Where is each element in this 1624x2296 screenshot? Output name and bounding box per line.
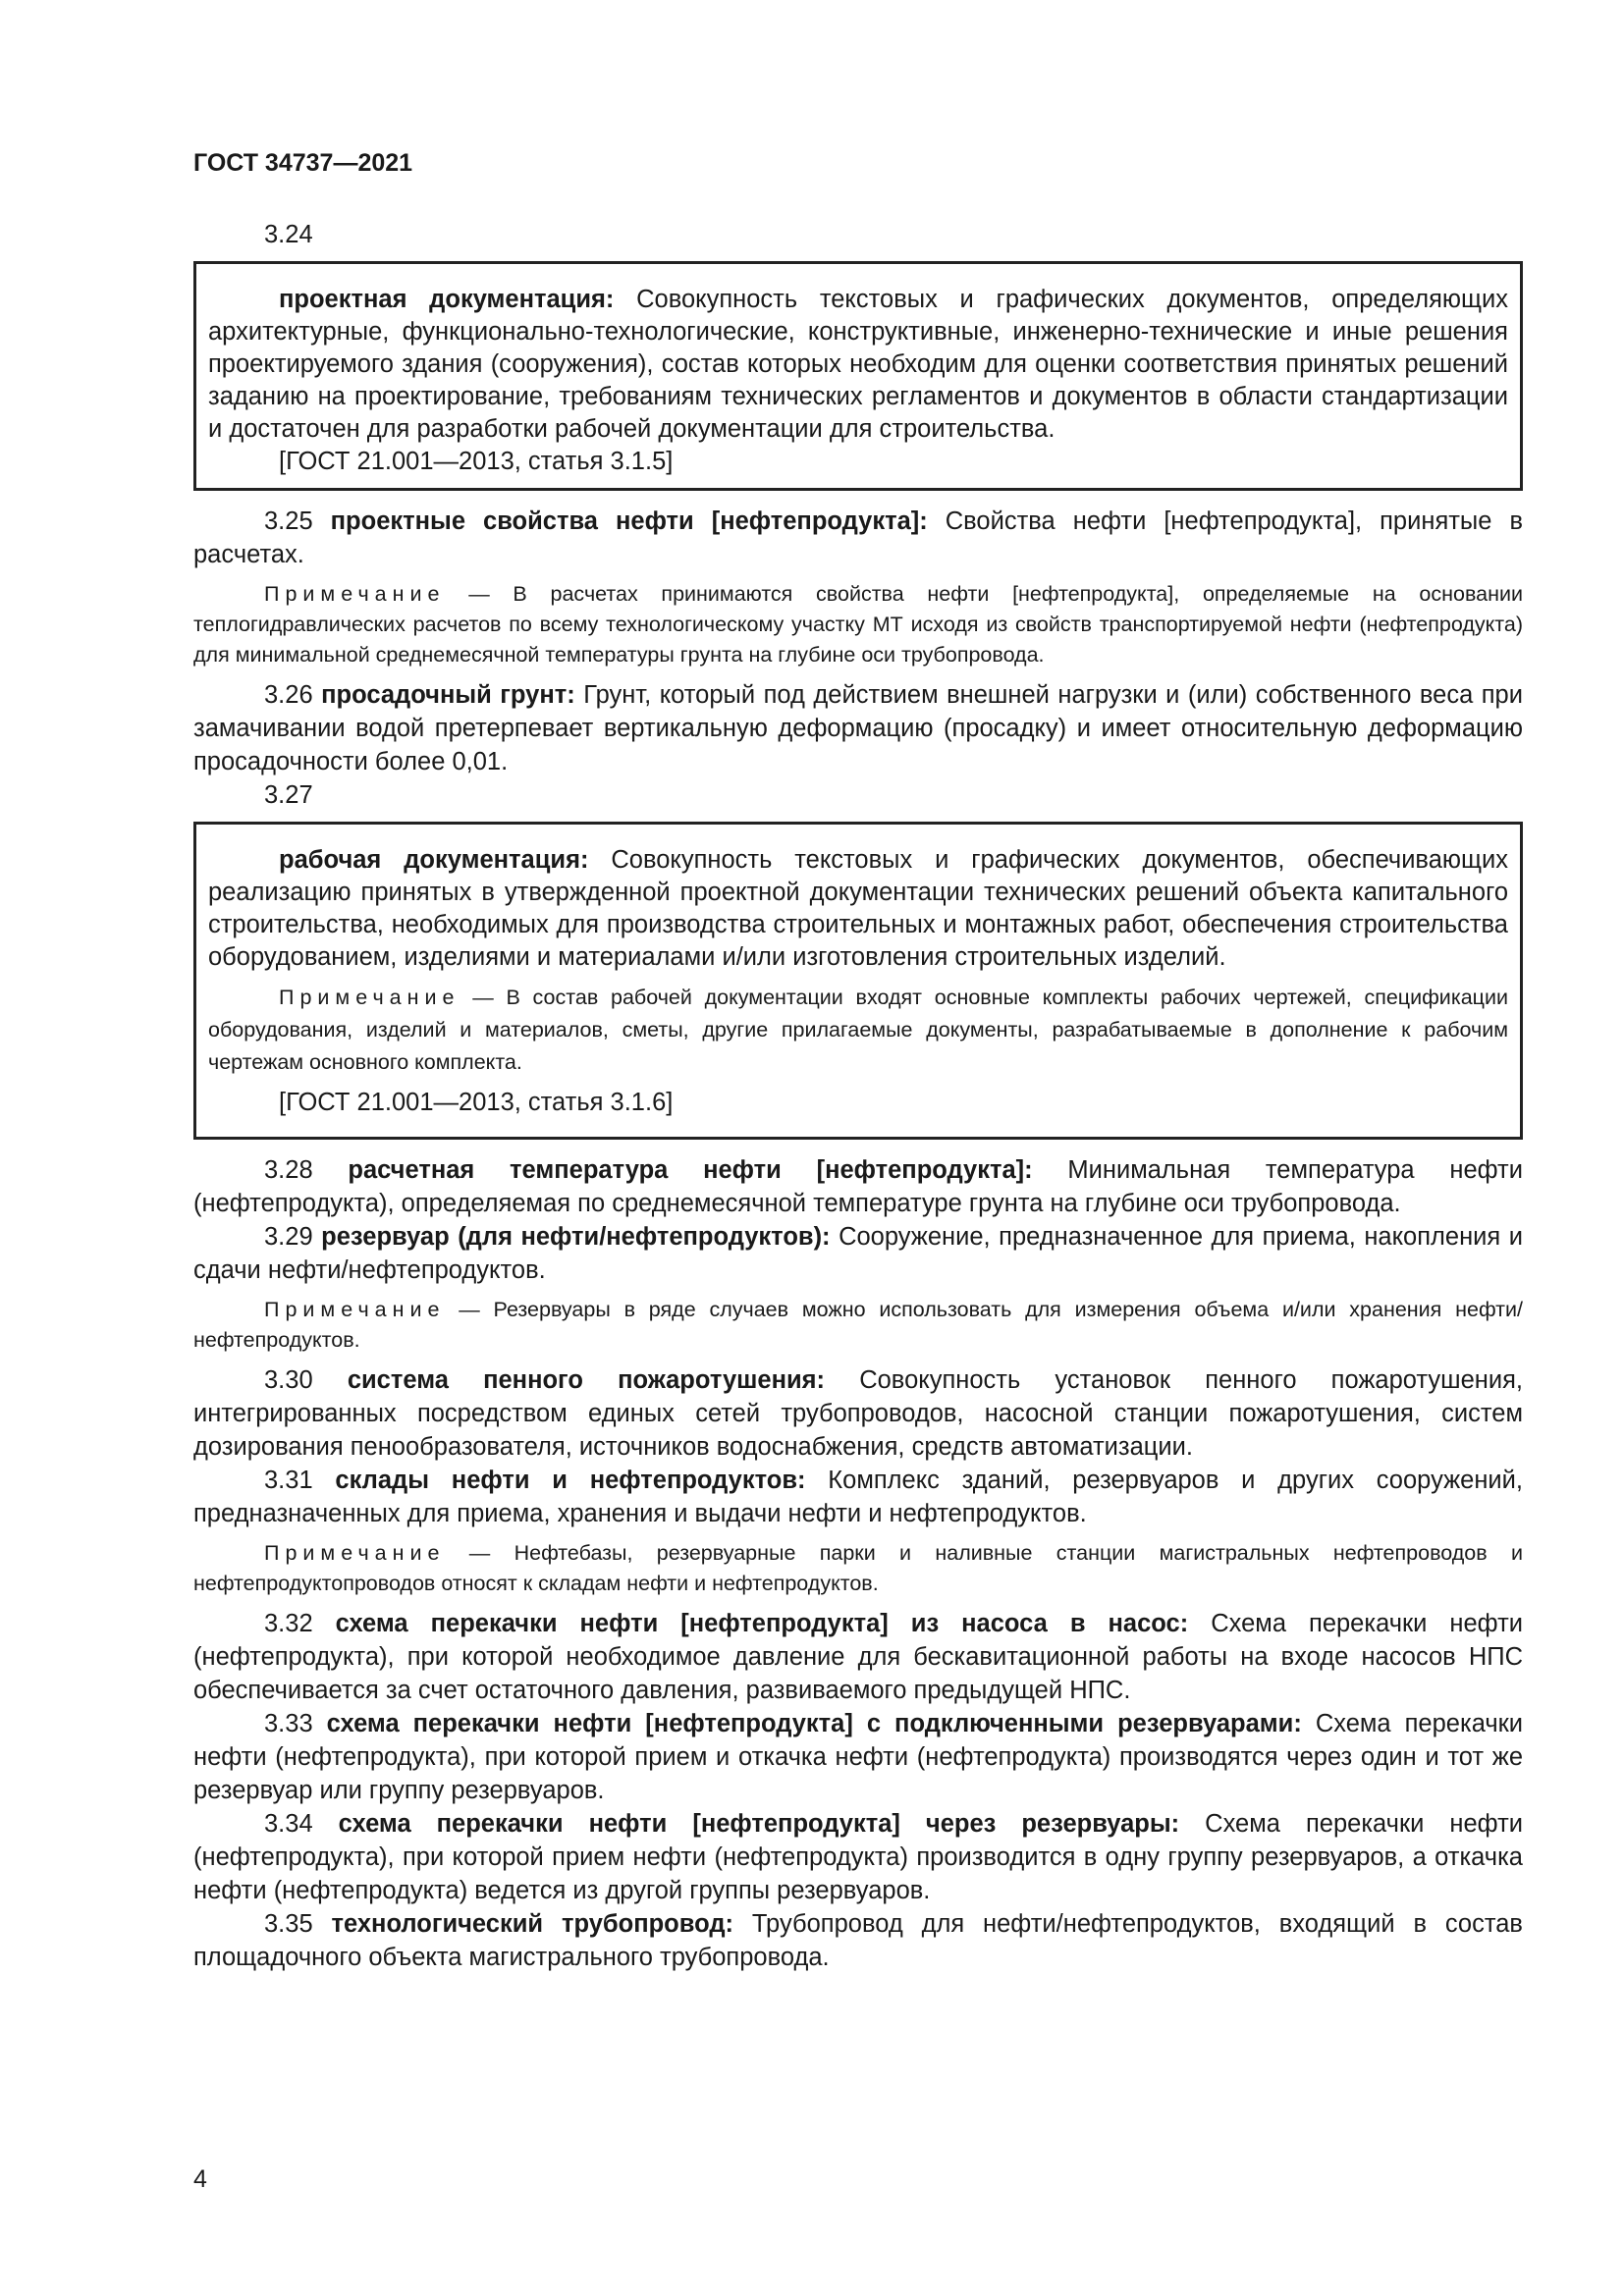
section-number-3-27: 3.27 — [264, 781, 313, 809]
section-3-30 — [193, 1363, 1523, 1464]
term: схема перекачки нефти [нефтепродукта] с подключенными резервуарами: — [326, 1710, 1302, 1737]
term: склады нефти и нефтепродуктов: — [335, 1467, 806, 1494]
section-number: 3.32 — [264, 1610, 313, 1637]
definition: Совокупность текстовых и графических документов, определяющих архитектурные, функционально-технологические, конструктивные, инженерно-технические и иные решения проектируемого здания (сооружения), состав которых необходим для оценки соответствия принятых решений заданию на проектирование, требованиям технических регламентов и документов в области стандартизации и достаточен для разработки рабочей документации для строительства. — [208, 286, 1508, 443]
section-number: 3.28 — [264, 1156, 313, 1184]
definition: Свойства нефти [нефтепродукта], принятые в расчетах. — [193, 507, 1523, 568]
document-body — [193, 218, 1523, 1974]
note-label: Примечание — [264, 582, 446, 606]
section-3-34 — [193, 1807, 1523, 1907]
definition: Грунт, который под действием внешней нагрузки и (или) собственного веса при замачивании водой претерпевает вертикальную деформацию (просадку) и имеет относительную деформацию просадочности более 0,01. — [193, 681, 1523, 775]
section-number: 3.33 — [264, 1710, 313, 1737]
section-number: 3.26 — [264, 681, 313, 709]
term: проектные свойства нефти [нефтепродукта]: — [330, 507, 928, 535]
document-header: ГОСТ 34737—2021 — [193, 149, 413, 177]
term: расчетная температура нефти [нефтепродукта]: — [348, 1156, 1033, 1184]
term: резервуар (для нефти/нефтепродуктов): — [321, 1223, 831, 1251]
section-3-32 — [193, 1607, 1523, 1707]
term: система пенного пожаротушения: — [347, 1366, 826, 1394]
section-number: 3.25 — [264, 507, 313, 535]
definition: Совокупность установок пенного пожаротушения, интегрированных посредством единых сетей трубопроводов, насосной станции пожаротушения, систем дозирования пенообразователя, источников водоснабжения, средств автоматизации. — [193, 1366, 1523, 1461]
note-3-27 — [208, 982, 1508, 1079]
section-3-25 — [193, 505, 1523, 571]
definition-box-3-24 — [193, 261, 1523, 491]
definition: Минимальная температура нефти (нефтепродукта), определяемая по среднемесячной температуре грунта на глубине оси трубопровода. — [193, 1156, 1523, 1217]
section-number: 3.29 — [264, 1223, 313, 1251]
note-text: — В состав рабочей документации входят основные комплекты рабочих чертежей, спецификации оборудования, изделий и материалов, сметы, другие прилагаемые документы, разрабатываемые в дополнение к рабочим чертежам основного комплекта. — [208, 986, 1508, 1074]
section-3-26 — [193, 678, 1523, 778]
definition: Трубопровод для нефти/нефтепродуктов, входящий в состав площадочного объекта магистрального трубопровода. — [193, 1910, 1523, 1971]
note-text: — Резервуары в ряде случаев можно использовать для измерения объема и/или хранения нефти/нефтепродуктов. — [193, 1298, 1523, 1352]
term: схема перекачки нефти [нефтепродукта] из насоса в насос: — [335, 1610, 1189, 1637]
reference: [ГОСТ 21.001—2013, статья 3.1.6] — [279, 1089, 674, 1116]
section-3-24-text — [208, 284, 1508, 446]
page-number: 4 — [193, 2165, 207, 2193]
section-3-35 — [193, 1907, 1523, 1974]
note-label: Примечание — [264, 1298, 446, 1321]
section-number-3-24: 3.24 — [264, 221, 313, 248]
definition: Сооружение, предназначенное для приема, накопления и сдачи нефти/нефтепродуктов. — [193, 1223, 1523, 1284]
section-3-29 — [193, 1220, 1523, 1287]
term: технологический трубопровод: — [331, 1910, 734, 1938]
definition: Совокупность текстовых и графических документов, обеспечивающих реализацию принятых в утвержденной проектной документации технических решений объекта капитального строительства, необходимых для производства строительных и монтажных работ, обеспечения строительства оборудованием, изделиями и материалами и/или изготовления строительных изделий. — [208, 846, 1508, 971]
note-3-31 — [193, 1538, 1523, 1599]
definition: Комплекс зданий, резервуаров и других сооружений, предназначенных для приема, хранения и выдачи нефти и нефтепродуктов. — [193, 1467, 1523, 1527]
note-3-25 — [193, 579, 1523, 670]
section-number: 3.35 — [264, 1910, 313, 1938]
term: проектная документация: — [279, 286, 615, 313]
term: просадочный грунт: — [321, 681, 575, 709]
section-number: 3.31 — [264, 1467, 313, 1494]
section-3-33 — [193, 1707, 1523, 1807]
definition: Схема перекачки нефти (нефтепродукта), при которой прием нефти (нефтепродукта) производится в одну группу резервуаров, а откачка нефти (нефтепродукта) ведется из другой группы резервуаров. — [193, 1810, 1523, 1904]
term: схема перекачки нефти [нефтепродукта] через резервуары: — [338, 1810, 1180, 1838]
reference: [ГОСТ 21.001—2013, статья 3.1.5] — [279, 448, 674, 475]
note-text: — В расчетах принимаются свойства нефти [нефтепродукта], определяемые на основании теплогидравлических расчетов по всему технологическому участку МТ исходя из свойств транспортируемой нефти (нефтепродукта) для минимальной среднемесячной температуры грунта на глубине оси трубопровода. — [193, 582, 1523, 667]
section-number: 3.34 — [264, 1810, 313, 1838]
term: рабочая документация: — [279, 846, 589, 874]
definition: Схема перекачки нефти (нефтепродукта), при которой необходимое давление для бескавитационной работы на входе насосов НПС обеспечивается за счет остаточного давления, развиваемого предыдущей НПС. — [193, 1610, 1524, 1704]
definition-box-3-27 — [193, 822, 1523, 1140]
note-3-29 — [193, 1295, 1523, 1356]
note-text: — Нефтебазы, резервуарные парки и наливные станции магистральных нефтепроводов и нефтепродуктопроводов относят к складам нефти и нефтепродуктов. — [193, 1541, 1523, 1595]
note-label: Примечание — [264, 1541, 446, 1565]
section-number: 3.30 — [264, 1366, 313, 1394]
note-label: Примечание — [279, 986, 460, 1009]
definition: Схема перекачки нефти (нефтепродукта), при которой прием и откачка нефти (нефтепродукта) производятся через один и тот же резервуар или группу резервуаров. — [193, 1710, 1524, 1804]
section-3-31 — [193, 1464, 1523, 1530]
section-3-27-text — [208, 844, 1508, 974]
section-3-28 — [193, 1153, 1523, 1220]
